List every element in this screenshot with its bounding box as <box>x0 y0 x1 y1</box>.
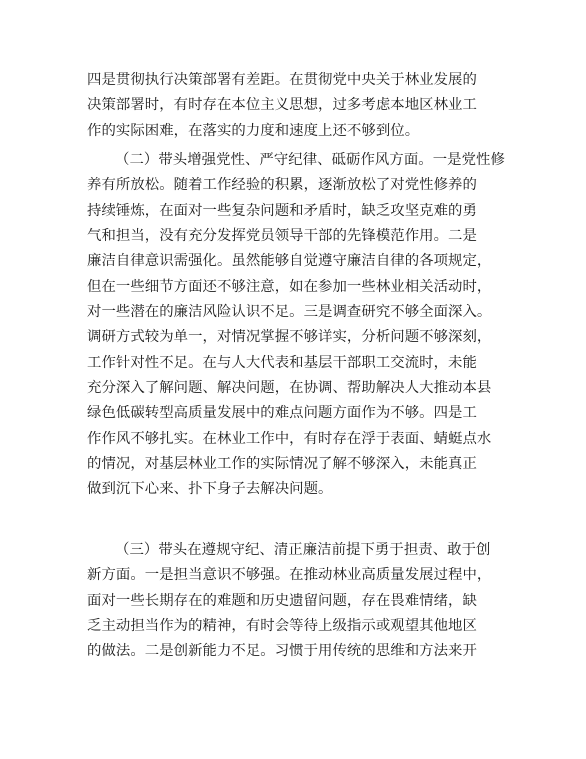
paragraph-3 <box>87 538 505 665</box>
paragraph-line: 持续锤炼，在面对一些复杂问题和矛盾时，缺乏攻坚克难的勇 <box>87 202 477 219</box>
paragraph-line: 四是贯彻执行决策部署有差距。在贯彻党中央关于林业发展的 <box>87 72 477 88</box>
paragraph-line: 的情况，对基层林业工作的实际情况了解不够深入，未能真正 <box>87 456 477 473</box>
paragraph-line: 工作针对性不足。在与人大代表和基层干部职工交流时，未能 <box>87 354 477 371</box>
paragraph-line: 廉洁自律意识需强化。虽然能够自觉遵守廉洁自律的各项规定， <box>87 253 492 270</box>
paragraph-line: 做到沉下心来、扑下身子去解决问题。 <box>87 481 333 498</box>
paragraph-line: 作作风不够扎实。在林业工作中，有时存在浮于表面、蜻蜓点水 <box>87 430 492 447</box>
paragraph-line: 面对一些长期存在的难题和历史遗留问题，存在畏难情绪，缺 <box>87 592 477 609</box>
paragraph-line: （三）带头在遵规守纪、清正廉洁前提下勇于担责、敢于创 <box>115 542 491 558</box>
paragraph-line: 对一些潜在的廉洁风险认识不足。三是调查研究不够全面深入。 <box>87 304 492 321</box>
paragraph-line: 绿色低碳转型高质量发展中的难点问题方面作为不够。四是工 <box>87 405 477 422</box>
paragraph-line: （二）带头增强党性、严守纪律、砥砺作风方面。一是党性修 <box>115 152 505 168</box>
paragraph-line: 乏主动担当作为的精神，有时会等待上级指示或观望其他地区 <box>87 618 477 635</box>
paragraph-1 <box>87 68 505 144</box>
paragraph-line: 新方面。一是担当意识不够强。在推动林业高质量发展过程中， <box>87 567 492 584</box>
paragraph-2 <box>87 148 505 528</box>
paragraph-line: 作的实际困难，在落实的力度和速度上还不够到位。 <box>87 122 420 139</box>
paragraph-line: 气和担当，没有充分发挥党员领导干部的先锋模范作用。二是 <box>87 228 477 245</box>
paragraph-line <box>87 503 505 528</box>
paragraph-line: 充分深入了解问题、解决问题，在协调、帮助解决人大推动本县 <box>87 380 492 397</box>
paragraph-line: 但在一些细节方面还不够注意，如在参加一些林业相关活动时， <box>87 278 492 295</box>
paragraph-line: 的做法。二是创新能力不足。习惯于用传统的思维和方法来开 <box>87 643 477 660</box>
paragraph-line: 决策部署时，有时存在本位主义思想，过多考虑本地区林业工 <box>87 97 477 114</box>
paragraph-line: 调研方式较为单一，对情况掌握不够详实，分析问题不够深刻， <box>87 329 492 346</box>
paragraph-line: 养有所放松。随着工作经验的积累，逐渐放松了对党性修养的 <box>87 177 477 194</box>
